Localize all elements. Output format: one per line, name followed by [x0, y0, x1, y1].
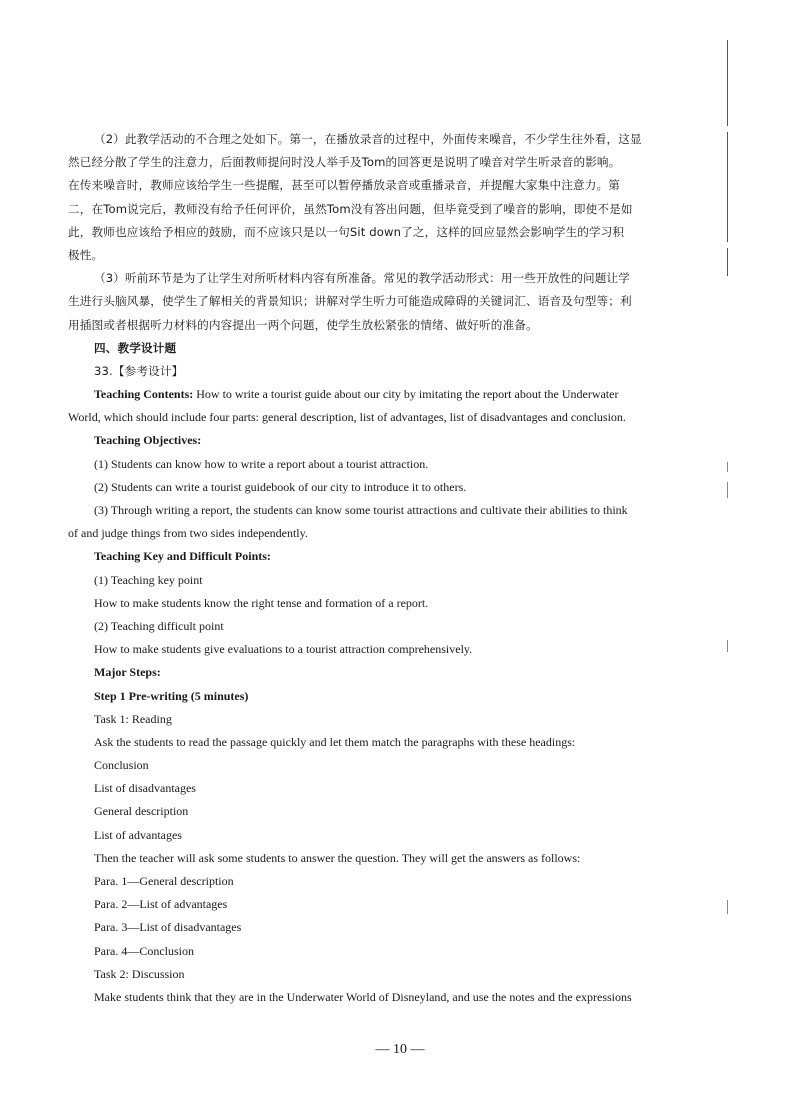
major-steps-label: Major Steps:	[94, 665, 161, 680]
step-1-label: Step 1 Pre-writing (5 minutes)	[94, 688, 249, 703]
answer-item: Para. 4—Conclusion	[94, 943, 194, 958]
section-heading: 四、教学设计题	[94, 340, 177, 355]
difficult-point-label: (2) Teaching difficult point	[94, 618, 224, 633]
zh-para-2-line-6: 极性。	[68, 247, 104, 262]
zh-para-2-line-1: （2）此教学活动的不合理之处如下。第一，在播放录音的过程中，外面传来噪音，不少学生往外看，这显	[94, 132, 642, 146]
zh-para-2-line-5: 此，教师也应该给予相应的鼓励，而不应该只是以一句Sit down了之，这样的回应显然会影响学生的学习积	[68, 224, 625, 239]
task-1-label: Task 1: Reading	[94, 711, 172, 726]
zh-para-2-line-3: 在传来噪音时，教师应该给学生一些提醒，甚至可以暂停播放录音或重播录音，并提醒大家集中注意力。第	[68, 178, 620, 193]
zh-para-3-line-2: 生进行头脑风暴，使学生了解相关的背景知识；讲解对学生听力可能造成障碍的关键词汇、语音及句型等；利	[68, 294, 632, 309]
zh-para-2-line-4: 二，在Tom说完后，教师没有给予任何评价，虽然Tom没有答出问题，但毕竟受到了噪音的影响，即使不是如	[68, 201, 633, 216]
difficult-point-text: How to make students give evaluations to a tourist attraction comprehensively.	[94, 642, 473, 657]
zh-para-3-line-1: （3）听前环节是为了让学生对所听材料内容有所准备。常见的教学活动形式：用一些开放性的问题让学	[94, 271, 630, 286]
answer-item: Para. 1—General description	[94, 874, 234, 888]
zh-para-3-line-3: 用插图或者根据听力材料的内容提出一两个问题，使学生放松紧张的情绪、做好听的准备。	[68, 317, 538, 332]
scan-speck	[727, 462, 728, 472]
key-difficult-points-label: Teaching Key and Difficult Points:	[94, 549, 271, 564]
teaching-objectives-label: Teaching Objectives:	[94, 433, 202, 448]
task-2-text: Make students think that they are in the Underwater World of Disneyland, and use the notes and the expressions	[94, 989, 632, 1004]
answers-intro: Then the teacher will ask some students to answer the question. They will get the answers as follows:	[94, 850, 581, 865]
heading-item: General description	[94, 804, 189, 819]
heading-item: Conclusion	[94, 758, 149, 773]
teaching-contents-continued: World, which should include four parts: general description, list of advantages, list of disadvantages and conclusion.	[68, 410, 626, 425]
zh-para-2-line-2: 然已经分散了学生的注意力，后面教师提问时没人举手及Tom的回答更是说明了噪音对学生听录音的影响。	[68, 155, 621, 170]
scan-speck	[727, 640, 728, 652]
heading-item: List of advantages	[94, 827, 182, 842]
page-number: — 10 —	[375, 1042, 425, 1057]
scan-edge-line	[727, 248, 728, 276]
answer-item: Para. 2—List of advantages	[94, 897, 228, 912]
objective-3-continued: of and judge things from two sides independently.	[68, 526, 308, 541]
question-reference: 33.【参考设计】	[94, 363, 184, 378]
task-1-instruction: Ask the students to read the passage quickly and let them match the paragraphs with these headings:	[94, 734, 576, 749]
page-content	[68, 128, 686, 1009]
task-2-label: Task 2: Discussion	[94, 966, 185, 981]
key-point-label: (1) Teaching key point	[94, 572, 203, 587]
scan-edge-line	[727, 40, 728, 126]
scan-speck	[727, 900, 728, 914]
objective-2: (2) Students can write a tourist guidebook of our city to introduce it to others.	[94, 479, 467, 494]
scan-speck	[727, 482, 728, 498]
teaching-contents-label: Teaching Contents:	[94, 387, 194, 402]
teaching-contents	[68, 383, 686, 406]
key-point-text: How to make students know the right tense and formation of a report.	[94, 595, 429, 610]
scan-edge-line	[727, 132, 728, 242]
answer-item: Para. 3—List of disadvantages	[94, 920, 242, 935]
teaching-contents-text: How to write a tourist guide about our city by imitating the report about the Underwater	[193, 387, 619, 402]
objective-1: (1) Students can know how to write a report about a tourist attraction.	[94, 456, 429, 471]
objective-3: (3) Through writing a report, the students can know some tourist attractions and cultivate their abilities to think	[94, 503, 628, 517]
heading-item: List of disadvantages	[94, 781, 196, 796]
